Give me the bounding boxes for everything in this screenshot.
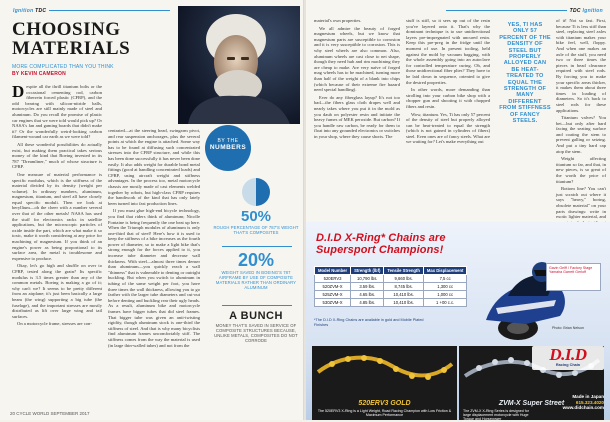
chain-spec-table bbox=[314, 266, 467, 307]
paragraph: We all admire the beauty of forged magnesium wheels, but we know that magnesium parts are susceptible to corrosion and it is very susceptible to corrosion. This is why steel wheels are also common. Also, aluminum wheels are cast close to net shape, though they need hub and rim machining they are cheap to make. Are very naïve of forged mag wheels has to be machined, turning more than half of the weight of a blank into chips (which because of their extreme fire hazard need special handling). bbox=[314, 25, 400, 93]
divider bbox=[222, 305, 292, 306]
kicker-rule bbox=[446, 10, 567, 11]
phone-number[interactable]: 615.323.4020 bbox=[575, 399, 604, 405]
stat-caption: MONEY THAT'S SAVED IN SERVICE OF COMPOSITE STRUCTURES BECAUSE, UNLIKE METALS, COMPOSITES DO NOT CORRODE bbox=[214, 323, 298, 343]
stat-caption: WEIGHT SAVED IN BOEING'S 787 AIRFRAME BY USE OF COMPOSITE MATERIALS RATHER THAN ORDINARY ALUMINUM bbox=[215, 270, 297, 290]
did-logo bbox=[532, 346, 604, 370]
stat-value: A BUNCH bbox=[229, 310, 283, 322]
left-page bbox=[0, 0, 304, 420]
article-column-1 bbox=[314, 18, 400, 218]
pie-chart-icon bbox=[242, 178, 270, 206]
advertisement[interactable] bbox=[306, 222, 610, 420]
paragraph: Weight affecting titanium so far, and that, in new pieces, is so great of the worth the price of titanium? bbox=[556, 156, 606, 184]
kicker-bar bbox=[446, 6, 606, 15]
paragraph: of it! Not so fast. First, because Ti is less stiff than steel, replacing steel axles with titanium makes your bike feel, well, floppy. And when one makes an axle of the stuff, you need two or three times the pieces in bead clearance required with steel rods. By forcing you to make your specific areas thicker, it makes them about three times in loading of diameters. So it's back to steel rods for these applications. bbox=[556, 18, 606, 113]
article-dek: MORE COMPLICATED THAN YOU THINK bbox=[12, 64, 114, 70]
stat-weight-saved bbox=[212, 251, 300, 290]
chain-product-name: 520ERV3 GOLD bbox=[358, 400, 411, 407]
right-page bbox=[306, 0, 610, 420]
stat-composites-share bbox=[212, 178, 300, 235]
brand-logo-subtitle: Racing Chain bbox=[555, 363, 581, 367]
page-folio: 20 CYCLE WORLD SEPTEMBER 2017 bbox=[10, 411, 90, 416]
rider-name-card: Gavin Gelff / Factory Stage Yamaha Garrett Gerloff bbox=[546, 263, 601, 291]
paragraph: All these wonderful possibilities do actually exist, but making them practical takes serious money of the kind that Boeing invested in its 787 "Dreamliner," much of whose structure is CFRP. bbox=[12, 141, 102, 170]
ad-footnote: *The D.I.D X-Ring Chains are available in gold and Mobile Plated Finishes bbox=[314, 318, 424, 327]
paragraph: Ever do any fiberglass layup? It's not too bad—the fibers glass cloth drapes well and nearly takes where you put it in the mold as you daub on polyester resin and initiate the heavy fumes of MEK peroxide. But carbon? If you handle raw carbon, be ready for them to float into any grounded electronics or switches in your shop, where they cause shorts. The bbox=[314, 94, 400, 139]
stat-value: 20% bbox=[237, 250, 275, 270]
table-row: 525ZVM-X 4.65 lbs. 10,410 lbs. 1,000 cc bbox=[315, 291, 467, 299]
gold-chain-panel bbox=[312, 346, 457, 420]
article-column-1 bbox=[12, 84, 102, 414]
stat-money-saved bbox=[212, 310, 300, 343]
drop-cap: D bbox=[12, 82, 25, 101]
table-header: Max Displacement bbox=[423, 267, 467, 275]
table-row: 520ZVM-X 3.59 lbs. 8,745 lbs. 1,300 cc bbox=[315, 283, 467, 291]
article-headline: CHOOSING MATERIALS bbox=[12, 19, 131, 59]
ad-headline: D.I.D X-Ring* Chains are Supersport Champions! bbox=[316, 232, 446, 256]
table-header: Model Number bbox=[315, 267, 351, 275]
paragraph: stuff is stiff, so it sees up out of the resin you've layered onto it. That's why the dominant technique is to use unidirectional layers pre-impregnated with uncured resin. Keep this pre-preg in the fridge until the moment of use. In present tooling, held against the mold by vacuum bagging, with the whole assembly going into an autoclave for controlled temperature curing. Oh, and those unidirectional fiber plies? They have to be laid down in sequence, oriented to give the desired properties. bbox=[406, 18, 490, 85]
chain-description: The 520ERV3 X-Ring is a Light Weight, Road Racing Champion with Low Friction & Maximum Performance bbox=[317, 409, 452, 418]
paragraph: Okay, let's go high and shuffle on over to CFRP, tested along the grain? Its specific modulus is 3.5 times greater than any of the common metals. Boeing is making a go of it; why can't we? It seems to be pretty different from an airplane; it's just been basically a large beam (the wing) supporting a big tube (the fuselage), and the important stresses are mostly distributed as lift over large wing and tail surfaces. bbox=[12, 263, 102, 319]
table-row: 520ERV3 10,790 lbs. 9,660 lbs. 7,5 cc bbox=[315, 275, 467, 283]
kicker-rule bbox=[49, 10, 170, 11]
chain-product-name: ZVM-X Super Street bbox=[498, 400, 565, 407]
paragraph: In other words, more demanding than strolling into your carbon bike shop with a chopper gun and shooting it with chopped fibers and resin. bbox=[406, 87, 490, 109]
ad-contact-block bbox=[563, 394, 604, 411]
stat-caption: ROUGH PERCENTAGE OF 787'S WEIGHT THAT'S COMPOSITES bbox=[213, 225, 299, 235]
kicker-bar bbox=[10, 6, 170, 15]
paragraph: One measure of material performance is specific modulus, which is the stiffness of the material divided by its density (weight per volume). In ordinary numbers, aluminum, magnesium, titanium, and steel all have closely equal specific moduli. Then we look at beryllium—oh the cheer with a number several over that of the other metals! NASA has used the stuff for electronics racks in satellite applications, but the microscopic particles of oxide inside the part, which are what make it so toxic, make it worth considering at any price for machining of magnesium. If you think of an engine's power as being proportional to its surface area, the metal is troublesome and expensive to produce. bbox=[12, 171, 102, 261]
article-byline: BY KEVIN CAMERON bbox=[12, 71, 66, 77]
paragraph: Wow, titanium. Yes, Ti has only 57 percent of the density of steel but properly alloyed can be heat-treated to equal the strength (which is not gained in cylinders of fibers) steel. Even ones are of fancy steels. What are we waiting for? Let's make everything out bbox=[406, 111, 490, 145]
paragraph: Despite all the thrill titanium bolts or the occasional cementing rod, carbon fiberrein forced plastic (CFRP), and the odd bearing with silicon-nitride balls, motorcycles are still mainly made of steel and aluminum. Do you recall the promise of plastic car engines that we were told would pick up? Or NASA's fan and gaming boards that didn't make it? Or the wonderfully weird-looking carbon filament-wound car earth as we were told? bbox=[12, 82, 102, 140]
paragraph: centrated—at the steering head, swingarm pivot, and rear suspension anchorages, plus the several points at which the engine is attached. Some way has to be found at diffusing such concentrated stresses into the CFRP structure, and while this has been done successfully it has never been done easily. It also adds weight for durable bond metal fittings (good at handling concentrated loads) and CFRP, using aircraft weight and stiffness advantages. In the process too, metal motorcycle chassis are mostly made of cast elements welded together by robots, but high-class CFRP requires the handiwork of the kind that has only lately been turned into fast production lines. bbox=[108, 128, 200, 206]
article-column-2 bbox=[406, 18, 490, 218]
paragraph: material's own properties. bbox=[314, 18, 362, 23]
stat-value: 50% bbox=[240, 208, 272, 225]
by-the-numbers-badge: BY THE NUMBERS bbox=[205, 125, 251, 171]
paragraph: Bottom line? You can't just scratch out where it says "heavy," boring, obsolete material" on your parts drawings: write in exotic lighter material, and bbox=[556, 186, 606, 220]
paragraph: Titanium valves? You bet—but only after hard facing the seating surface and coating the stem to prevent galling or seizing. And put a tiny hard cap atop the stem. bbox=[556, 115, 606, 154]
made-in-text: Made in Japan bbox=[572, 394, 604, 399]
brand-logo-text: D.I.D bbox=[549, 345, 587, 364]
table-header: Strength (lbf) bbox=[351, 267, 384, 275]
table-row: 530ZVM-X 4.85 lbs. 10,410 lbs. 1 +00 c.c. bbox=[315, 299, 467, 307]
article-column-3 bbox=[556, 18, 606, 218]
table-header: Tensile Strength bbox=[384, 267, 424, 275]
section-kicker: TDC Ignition bbox=[569, 7, 603, 14]
pull-quote: YES, TI HAS ONLY 57 PERCENT OF THE DENSITY OF STEEL BUT PROPERLY ALLOYED CAN BE HEAT-TREATED TO EQUAL THE STRENGTH OF MANY DIFFERENT FROM STIFFNESS OF FANCY STEELS. bbox=[499, 22, 551, 125]
section-kicker: Ignition TDC bbox=[13, 7, 47, 14]
paragraph: On a motorcycle frame, stresses are con- bbox=[17, 321, 92, 327]
chain-description: The ZVM-X X-Ring Series is designed for large displacement motorcycle with Huge Torque and Horsepower bbox=[463, 409, 529, 422]
article-column-2 bbox=[108, 128, 200, 412]
paragraph: If you must glue high-end bicycle technology, you find that riders think of aluminum; Nicolle Fontaine is being frequently the one beat up here. When the Triumph modules of aluminum is only one-third that of steel! Here's how it is used to keep the stiffness of a bike increases as the fourth power of diameter, so to make a light bike that's strong enough for the forces applied to it, you increase tube diameter and decrease wall thickness. With steel—almost three times denser than aluminum—you quickly reach a wall "thinness" that is vulnerable to denting or outright buckling. But when you switch to aluminum in tubing of the same weight per foot, you have three times the wall thickness, allowing you to go farther with the larger tube diameters and cut-out before denting and buckling rear their ugly heads. As a result, aluminum bike and motorcycle frames have bigger tubes that did steel frames. That bigger tube was given an anti-twisting rigidity, though aluminum stock is one-third the stiffness of steel. And that is why many bicyclists find aluminum frames uncomfortably stiff. The stiffness comes from the way the material is used (in large thin-walled tubes) and not from the bbox=[108, 208, 200, 348]
website-link[interactable]: www.didchain.com bbox=[562, 405, 604, 411]
author-portrait-image bbox=[178, 6, 300, 124]
gold-chain-image bbox=[312, 346, 457, 398]
divider bbox=[222, 246, 292, 247]
photo-credit: Photo: Brian Nelson bbox=[552, 326, 584, 330]
